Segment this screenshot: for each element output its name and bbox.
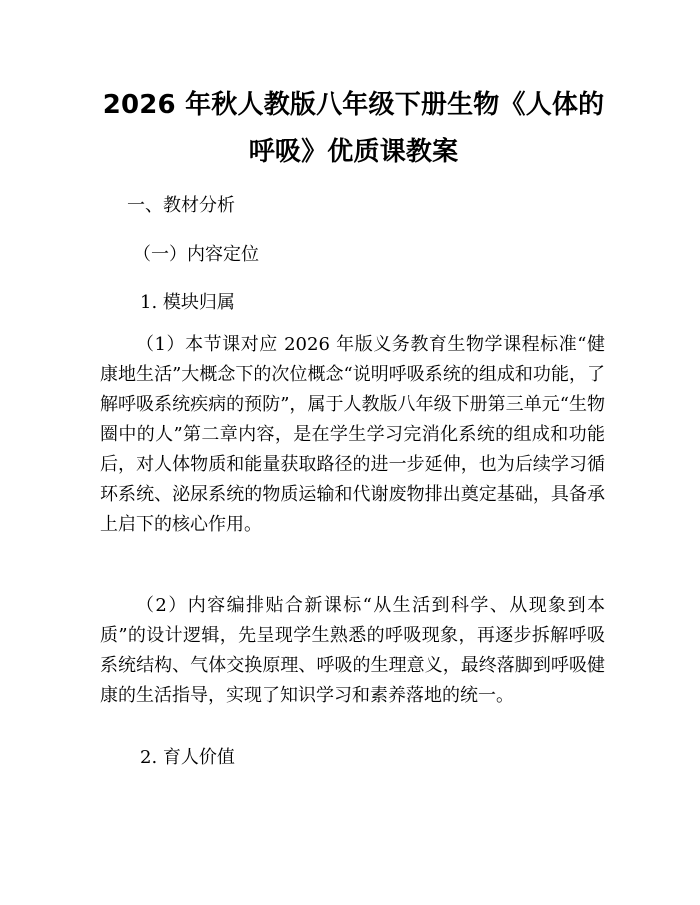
section-heading-textbook-analysis: 一、教材分析: [127, 195, 235, 216]
paragraph-module-belonging: （1）本节课对应 2026 年版义务教育生物学课程标准“健康地生活”大概念下的次位概念“说明呼吸系统的组成和功能，了解呼吸系统疾病的预防”，属于人教版八年级下册第三单元“生物圈中的人”第二章内容，是在学生学习完消化系统的组成和功能后，对人体物质和能量获取路径的进一步延伸，也为后续学习循环系统、泌尿系统的物质运输和代谢废物排出奠定基础，具备承上启下的核心作用。: [100, 334, 605, 535]
paragraph-content-arrangement: （2）内容编排贴合新课标“从生活到科学、从现象到本质”的设计逻辑，先呈现学生熟悉的呼吸现象，再逐步拆解呼吸系统结构、气体交换原理、呼吸的生理意义，最终落脚到呼吸健康的生活指导，实现了知识学习和素养落地的统一。: [100, 595, 605, 706]
item-heading-educational-value: 2. 育人价值: [140, 747, 235, 768]
subsection-heading-content-positioning: （一）内容定位: [133, 244, 259, 265]
item-heading-module-belonging: 1. 模块归属: [140, 292, 235, 313]
document-title: 2026 年秋人教版八年级下册生物《人体的呼吸》优质课教案: [102, 90, 605, 167]
